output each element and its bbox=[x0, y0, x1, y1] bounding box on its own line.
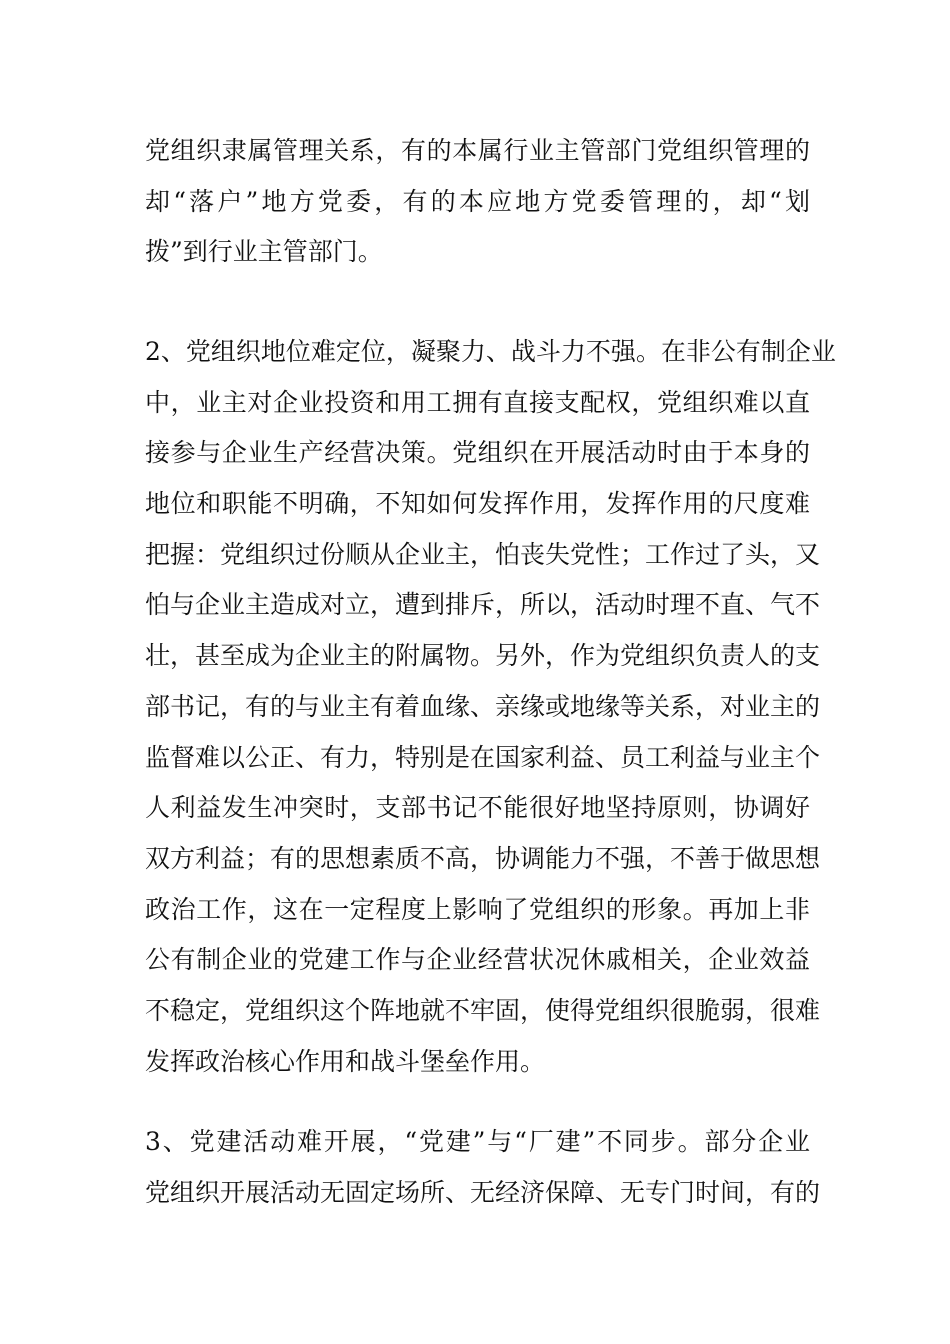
text-line: 党组织隶属管理关系，有的本属行业主管部门党组织管理的 bbox=[145, 136, 810, 165]
text-line: 发挥政治核心作用和战斗堡垒作用。 bbox=[145, 1046, 546, 1076]
paragraph-2 bbox=[145, 327, 836, 1087]
text-line: 政治工作，这在一定程度上影响了党组织的形象。再加上非 bbox=[145, 894, 810, 924]
text-line: 拨”到行业主管部门。 bbox=[145, 237, 383, 267]
paragraph-1 bbox=[145, 126, 810, 278]
text-line: 把握：党组织过份顺从企业主，怕丧失党性；工作过了头，又 bbox=[145, 539, 821, 569]
text-line: 监督难以公正、有力，特别是在国家利益、员工利益与业主个 bbox=[145, 742, 821, 772]
text-line: 公有制企业的党建工作与企业经营状况休戚相关，企业效益 bbox=[145, 945, 810, 975]
text-line: 壮，甚至成为企业主的附属物。另外，作为党组织负责人的支 bbox=[145, 641, 821, 671]
text-line: 不稳定，党组织这个阵地就不牢固，使得党组织很脆弱，很难 bbox=[145, 995, 821, 1025]
text-line: 部书记，有的与业主有着血缘、亲缘或地缘等关系，对业主的 bbox=[145, 691, 821, 721]
text-line: 2、党组织地位难定位，凝聚力、战斗力不强。在非公有制企业 bbox=[145, 337, 836, 366]
text-line: 3、党建活动难开展，“党建”与“厂建”不同步。部分企业 bbox=[145, 1127, 810, 1156]
text-line: 人利益发生冲突时，支部书记不能很好地坚持原则，协调好 bbox=[145, 793, 810, 823]
text-line: 党组织开展活动无固定场所、无经济保障、无专门时间，有的 bbox=[145, 1177, 821, 1207]
text-line: 中，业主对企业投资和用工拥有直接支配权，党组织难以直 bbox=[145, 387, 810, 417]
text-line: 地位和职能不明确，不知如何发挥作用，发挥作用的尺度难 bbox=[145, 489, 810, 519]
text-line: 却“落户”地方党委，有的本应地方党委管理的，却“划 bbox=[145, 186, 810, 216]
text-line: 怕与企业主造成对立，遭到排斥，所以，活动时理不直、气不 bbox=[145, 590, 821, 620]
paragraph-3 bbox=[145, 1117, 821, 1218]
text-line: 双方利益；有的思想素质不高，协调能力不强，不善于做思想 bbox=[145, 843, 821, 873]
text-line: 接参与企业生产经营决策。党组织在开展活动时由于本身的 bbox=[145, 438, 810, 468]
